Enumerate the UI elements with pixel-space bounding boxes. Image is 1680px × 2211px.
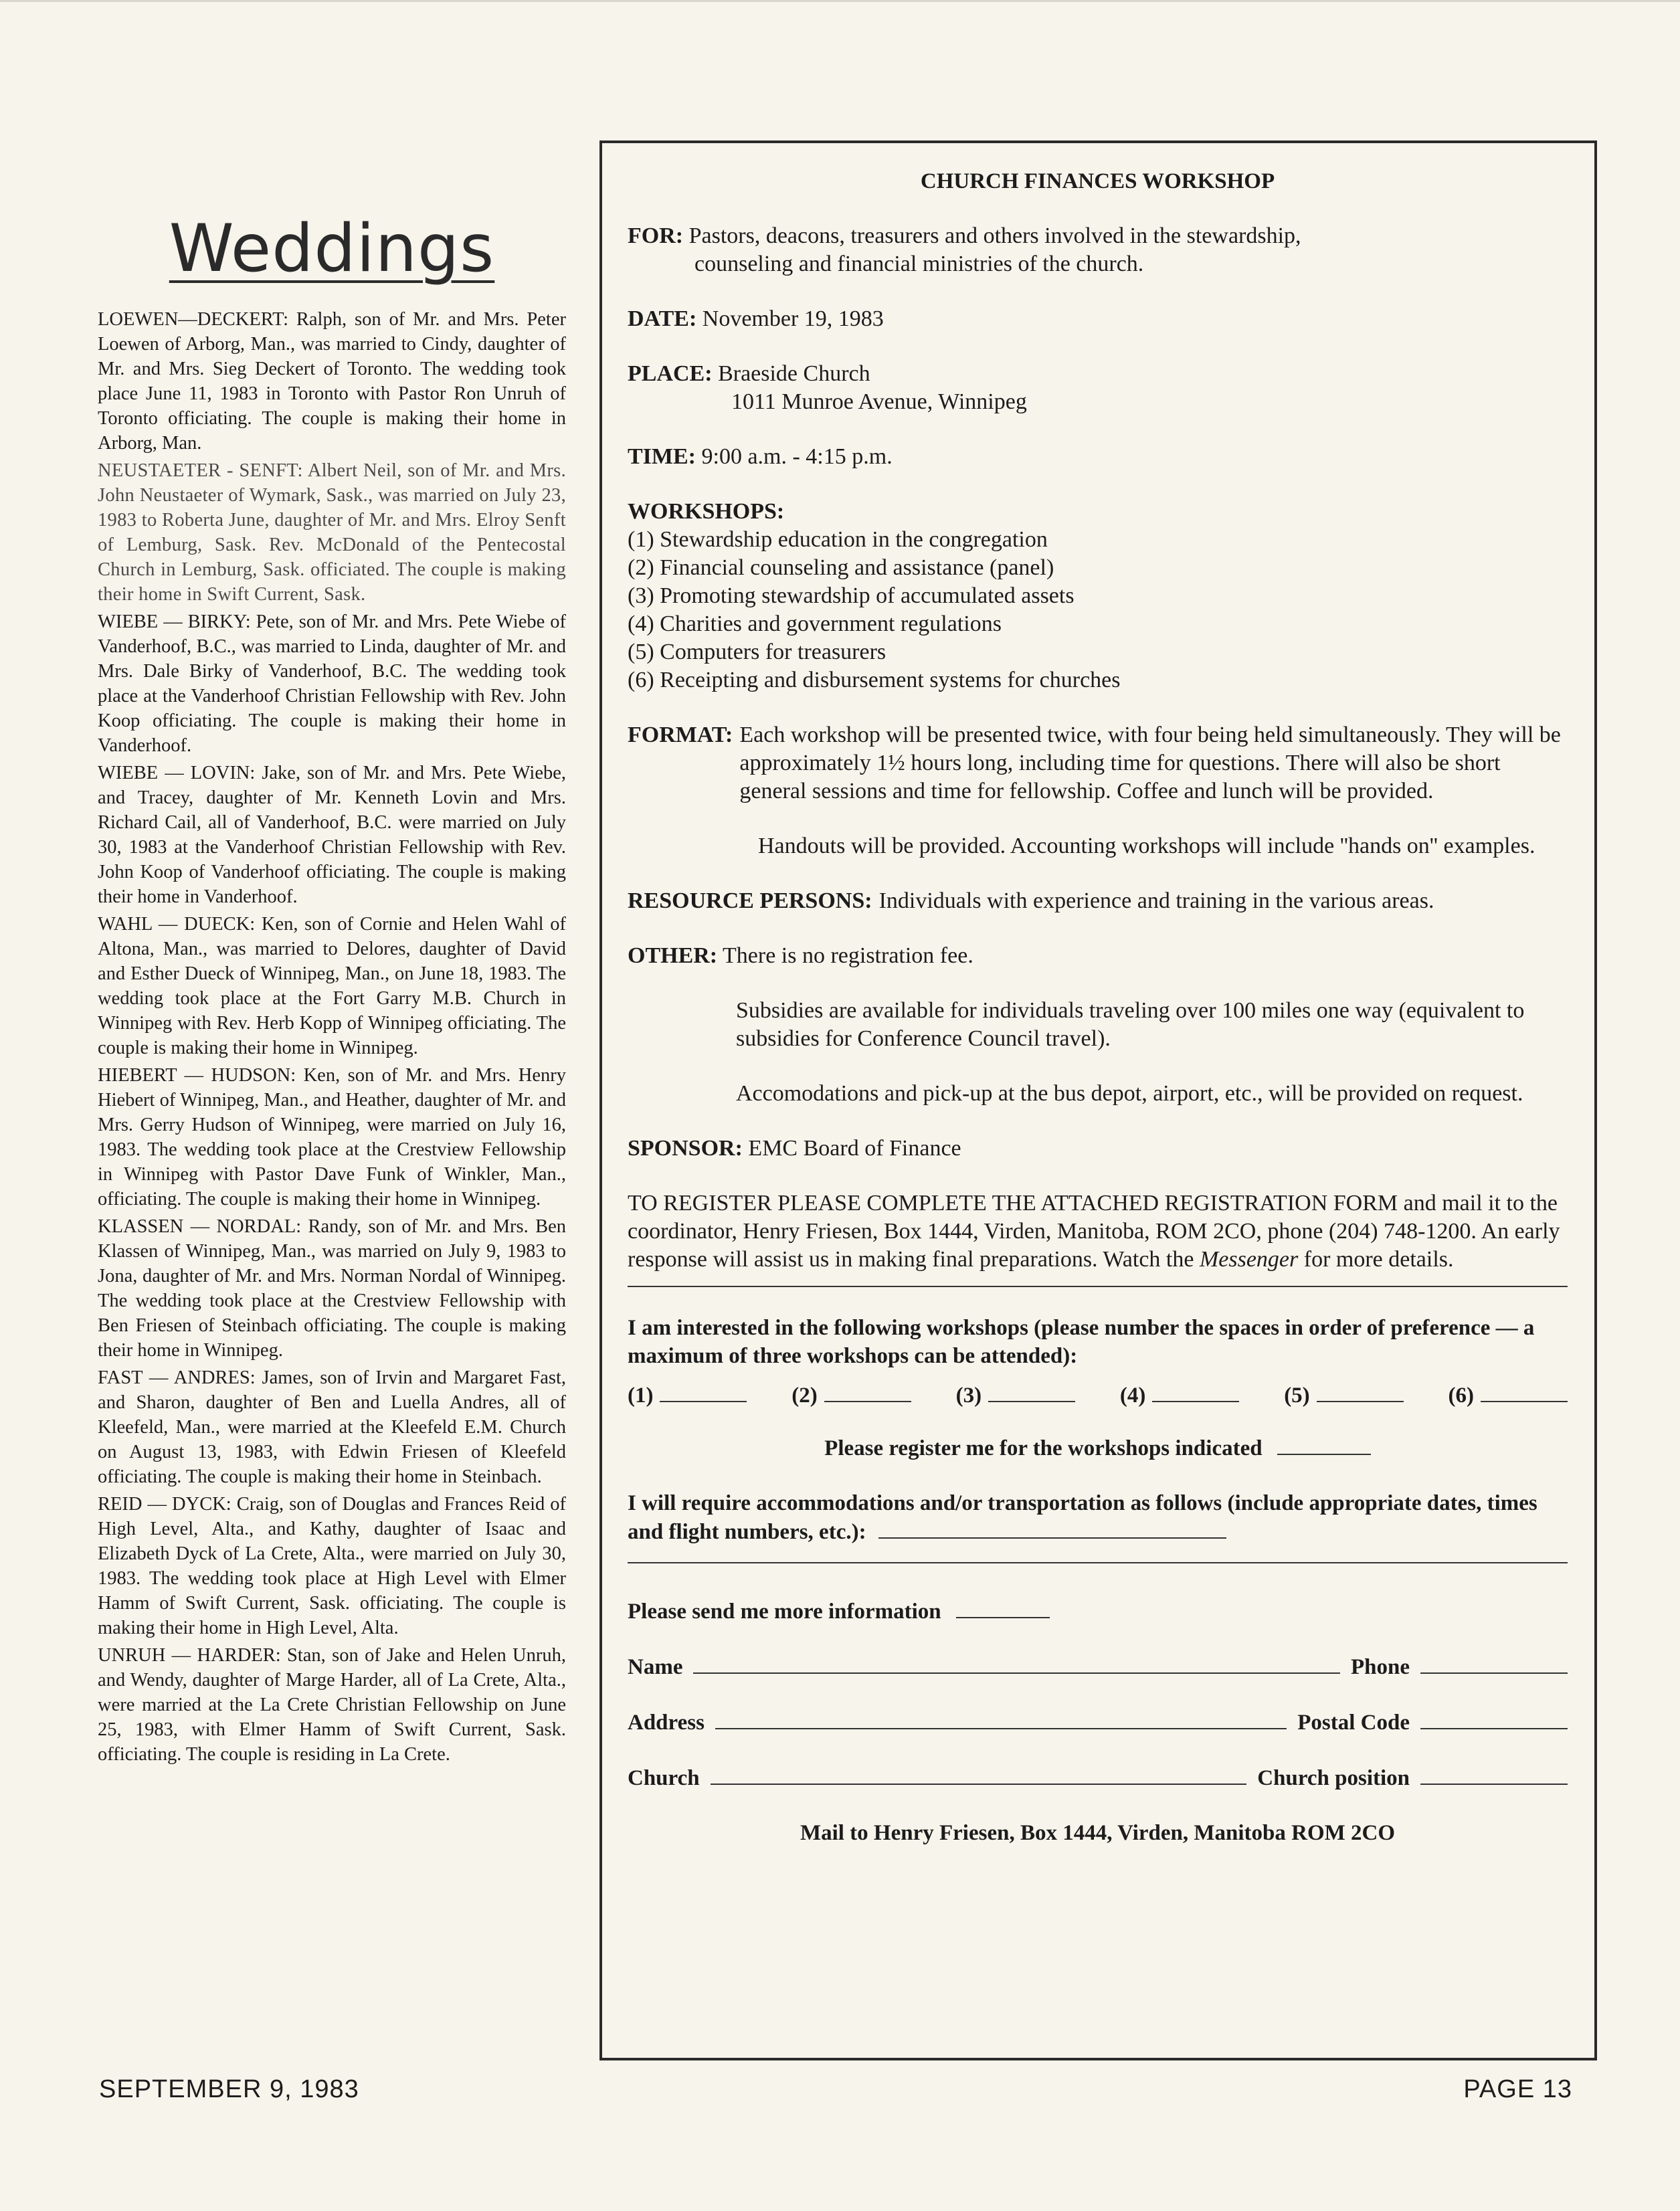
workshops-section (628, 498, 1568, 694)
interest-text: I am interested in the following workshops (please number the spaces in order of preference — a maximum of three workshops can be attended): (628, 1316, 1535, 1368)
workshop-item: (6) Receipting and disbursement systems for churches (628, 668, 1121, 692)
other-section (628, 942, 1568, 970)
slot-label: (5) (1284, 1383, 1310, 1408)
wedding-entry: WIEBE — BIRKY: Pete, son of Mr. and Mrs. Pete Wiebe of Vanderhoof, B.C., was married to Linda, daughter of Mr. and Mrs. Dale Birky of Vanderhoof, B.C. The wedding took place at the Vanderhoof Christian Fellowship with Rev. John Koop officiating. The couple is making their home in Vanderhoof. (98, 611, 566, 756)
mail-to: Mail to Henry Friesen, Box 1444, Virden, Manitoba ROM 2CO (800, 1821, 1396, 1845)
workshop-item: (1) Stewardship education in the congregation (628, 527, 1048, 552)
date-section (628, 305, 1568, 333)
slot-4-field[interactable] (1152, 1381, 1239, 1402)
address-row (628, 1708, 1568, 1737)
church-label: Church (628, 1766, 700, 1790)
place-section (628, 360, 1568, 416)
resource-text: Individuals with experience and training in the various areas. (878, 888, 1434, 913)
workshop-item: (3) Promoting stewardship of accumulated assets (628, 583, 1075, 608)
workshop-title: CHURCH FINANCES WORKSHOP (920, 169, 1275, 193)
other-text: There is no registration fee. (723, 943, 973, 968)
postal-code-field[interactable] (1420, 1708, 1568, 1729)
slot-label: (6) (1448, 1383, 1474, 1408)
place-address: 1011 Munroe Avenue, Winnipeg (731, 389, 1027, 414)
other-subsidies: Subsidies are available for individuals traveling over 100 miles one way (equivalent to subsidies for Conference Council travel). (736, 998, 1525, 1051)
more-info-field[interactable] (956, 1597, 1050, 1618)
sponsor-label: SPONSOR: (628, 1136, 743, 1161)
slot-label: (3) (955, 1383, 982, 1408)
time-section (628, 443, 1568, 471)
format-label: FORMAT: (628, 723, 733, 747)
format-text: Each workshop will be presented twice, with four being held simultaneously. They will be approximately 1½ hours long, including time for questions. There will also be short general sessions and time for fellowship. Coffee and lunch will be provided. (739, 723, 1561, 803)
slot-label: (2) (791, 1383, 818, 1408)
workshops-label: WORKSHOPS: (628, 499, 785, 524)
weddings-heading: Weddings (169, 211, 495, 287)
preference-slots (628, 1381, 1568, 1410)
workshop-item: (2) Financial counseling and assistance (panel) (628, 555, 1054, 580)
phone-field[interactable] (1420, 1652, 1568, 1674)
slot-3-field[interactable] (988, 1381, 1075, 1402)
footer-date: SEPTEMBER 9, 1983 (99, 2075, 359, 2103)
slot-1-field[interactable] (660, 1381, 747, 1402)
slot-label: (1) (628, 1383, 654, 1408)
register-text: TO REGISTER PLEASE COMPLETE THE ATTACHED REGISTRATION FORM and mail it to the coordinator, Henry Friesen, Box 1444, Virden, Manitoba, ROM 2CO, phone (204) 748-1200. An early response will assist us in making final preparations. Watch the (628, 1191, 1560, 1272)
phone-label: Phone (1350, 1655, 1410, 1679)
accommodations-label: I will require accommodations and/or transportation as follows (include appropriate dates, times and flight numbers, etc.): (628, 1491, 1537, 1544)
name-label: Name (628, 1655, 683, 1679)
name-phone-row (628, 1652, 1568, 1681)
weddings-column (98, 211, 566, 1769)
format-handouts: Handouts will be provided. Accounting workshops will include ''hands on'' examples. (758, 834, 1535, 858)
wedding-entry: FAST — ANDRES: James, son of Irvin and Margaret Fast, and Sharon, daughter of Ben and Luella Andres, all of Kleefeld, Man., were married at the Kleefeld E.M. Church on August 13, 1983, with Edwin Friesen of Kleefeld officiating. The couple is making their home in Steinbach. (98, 1367, 566, 1487)
workshop-item: (4) Charities and government regulations (628, 611, 1002, 636)
more-info-row (628, 1597, 1568, 1626)
messenger-title: Messenger (1199, 1247, 1299, 1272)
wedding-entry: NEUSTAETER - SENFT: Albert Neil, son of Mr. and Mrs. John Neustaeter of Wymark, Sask., was married on July 23, 1983 to Roberta June, daughter of Mr. and Mrs. Elroy Senft of Lemburg, Sask. Rev. McDonald of the Pentecostal Church in Lemburg, Sask. officiated. The couple is making their home in Swift Current, Sask. (98, 460, 566, 605)
wedding-entry: REID — DYCK: Craig, son of Douglas and Frances Reid of High Level, Alta., and Kathy, daughter of Isaac and Elizabeth Dyck of La Crete, Alta., were married on July 30, 1983. The wedding took place at High Level with Elmer Hamm of Swift Current, Sask. officiating. The couple is making their home in High Level, Alta. (98, 1494, 566, 1638)
date-label: DATE: (628, 306, 697, 331)
address-label: Address (628, 1711, 705, 1735)
workshop-box (599, 140, 1597, 2060)
page-number: PAGE 13 (1463, 2075, 1572, 2103)
wedding-entry: KLASSEN — NORDAL: Randy, son of Mr. and Mrs. Ben Klassen of Winnipeg, Man., was married on July 9, 1983 to Jona, daughter of Mr. and Mrs. Norman Nordal of Winnipeg. The wedding took place at the Crestview Fellowship with Ben Friesen of Steinbach officiating. The couple is making their home in Winnipeg. (98, 1216, 566, 1361)
time-label: TIME: (628, 444, 696, 469)
top-edge-line (0, 0, 1680, 2)
slot-5-field[interactable] (1317, 1381, 1404, 1402)
more-info-label: Please send me more information (628, 1600, 941, 1624)
church-row (628, 1763, 1568, 1792)
slot-6-field[interactable] (1481, 1381, 1568, 1402)
other-accommodations: Accomodations and pick-up at the bus depot, airport, etc., will be provided on request. (736, 1081, 1523, 1106)
church-position-label: Church position (1257, 1766, 1410, 1790)
sponsor-value: EMC Board of Finance (748, 1136, 961, 1161)
register-instructions (628, 1189, 1568, 1274)
divider (628, 1286, 1568, 1287)
resource-label: RESOURCE PERSONS: (628, 888, 872, 913)
place-name: Braeside Church (718, 361, 870, 386)
postal-code-label: Postal Code (1297, 1711, 1410, 1735)
wedding-entry: LOEWEN—DECKERT: Ralph, son of Mr. and Mrs. Peter Loewen of Arborg, Man., was married to Cindy, daughter of Mr. and Mrs. Sieg Deckert of Toronto. The wedding took place June 11, 1983 in Toronto with Pastor Ron Unruh of Toronto officiating. The couple is making their home in Arborg, Man. (98, 309, 566, 454)
accommodations-field[interactable] (878, 1517, 1226, 1539)
for-label: FOR: (628, 223, 684, 248)
accommodations-row (628, 1489, 1568, 1546)
church-field[interactable] (711, 1763, 1247, 1785)
address-field[interactable] (715, 1708, 1287, 1729)
for-section (628, 222, 1568, 278)
wedding-entry: WIEBE — LOVIN: Jake, son of Mr. and Mrs. Pete Wiebe, and Tracey, daughter of Mr. Kenneth Lovin and Mrs. Richard Cail, all of Vanderhoof, B.C. were married on July 30, 1983 at the Vanderhoof Christian Fellowship with Rev. John Koop of Vanderhoof officiating. The couple is making their home in Vanderhoof. (98, 763, 566, 907)
sponsor-section (628, 1135, 1568, 1163)
slot-2-field[interactable] (824, 1381, 911, 1402)
name-field[interactable] (693, 1652, 1340, 1674)
register-me-row (628, 1434, 1568, 1462)
resource-section (628, 887, 1568, 915)
registration-form (628, 1314, 1568, 1847)
register-me-field[interactable] (1277, 1434, 1371, 1455)
register-me-label: Please register me for the workshops indicated (824, 1436, 1263, 1460)
workshop-item: (5) Computers for treasurers (628, 640, 886, 664)
accommodations-field-line2[interactable] (628, 1562, 1568, 1563)
church-position-field[interactable] (1420, 1763, 1568, 1785)
format-section (628, 721, 1568, 805)
place-label: PLACE: (628, 361, 713, 386)
for-text: Pastors, deacons, treasurers and others involved in the stewardship, (688, 223, 1301, 248)
slot-label: (4) (1119, 1383, 1146, 1408)
register-text-end: for more details. (1303, 1247, 1454, 1272)
time-value: 9:00 a.m. - 4:15 p.m. (701, 444, 893, 469)
for-text-continued: counseling and financial ministries of the church. (694, 252, 1144, 276)
wedding-entry: WAHL — DUECK: Ken, son of Cornie and Helen Wahl of Altona, Man., was married to Delores, daughter of David and Esther Dueck of Winnipeg, Man., on June 18, 1983. The wedding took place at the Fort Garry M.B. Church in Winnipeg with Rev. Herb Kopp of Winnipeg officiating. The couple is making their home in Winnipeg. (98, 914, 566, 1058)
other-label: OTHER: (628, 943, 718, 968)
date-value: November 19, 1983 (702, 306, 884, 331)
wedding-entry: HIEBERT — HUDSON: Ken, son of Mr. and Mrs. Henry Hiebert of Winnipeg, Man., and Heather, daughter of Mr. and Mrs. Gerry Hudson of Winnipeg, were married on July 16, 1983. The wedding took place at the Crestview Fellowship in Winnipeg with Pastor Dave Funk of Winkler, Man., officiating. The couple is making their home in Winnipeg. (98, 1065, 566, 1210)
wedding-entry: UNRUH — HARDER: Stan, son of Jake and Helen Unruh, and Wendy, daughter of Marge Harder, all of La Crete, Alta., were married at the La Crete Christian Fellowship on June 25, 1983, with Elmer Hamm of Swift Current, Sask. officiating. The couple is residing in La Crete. (98, 1645, 566, 1765)
